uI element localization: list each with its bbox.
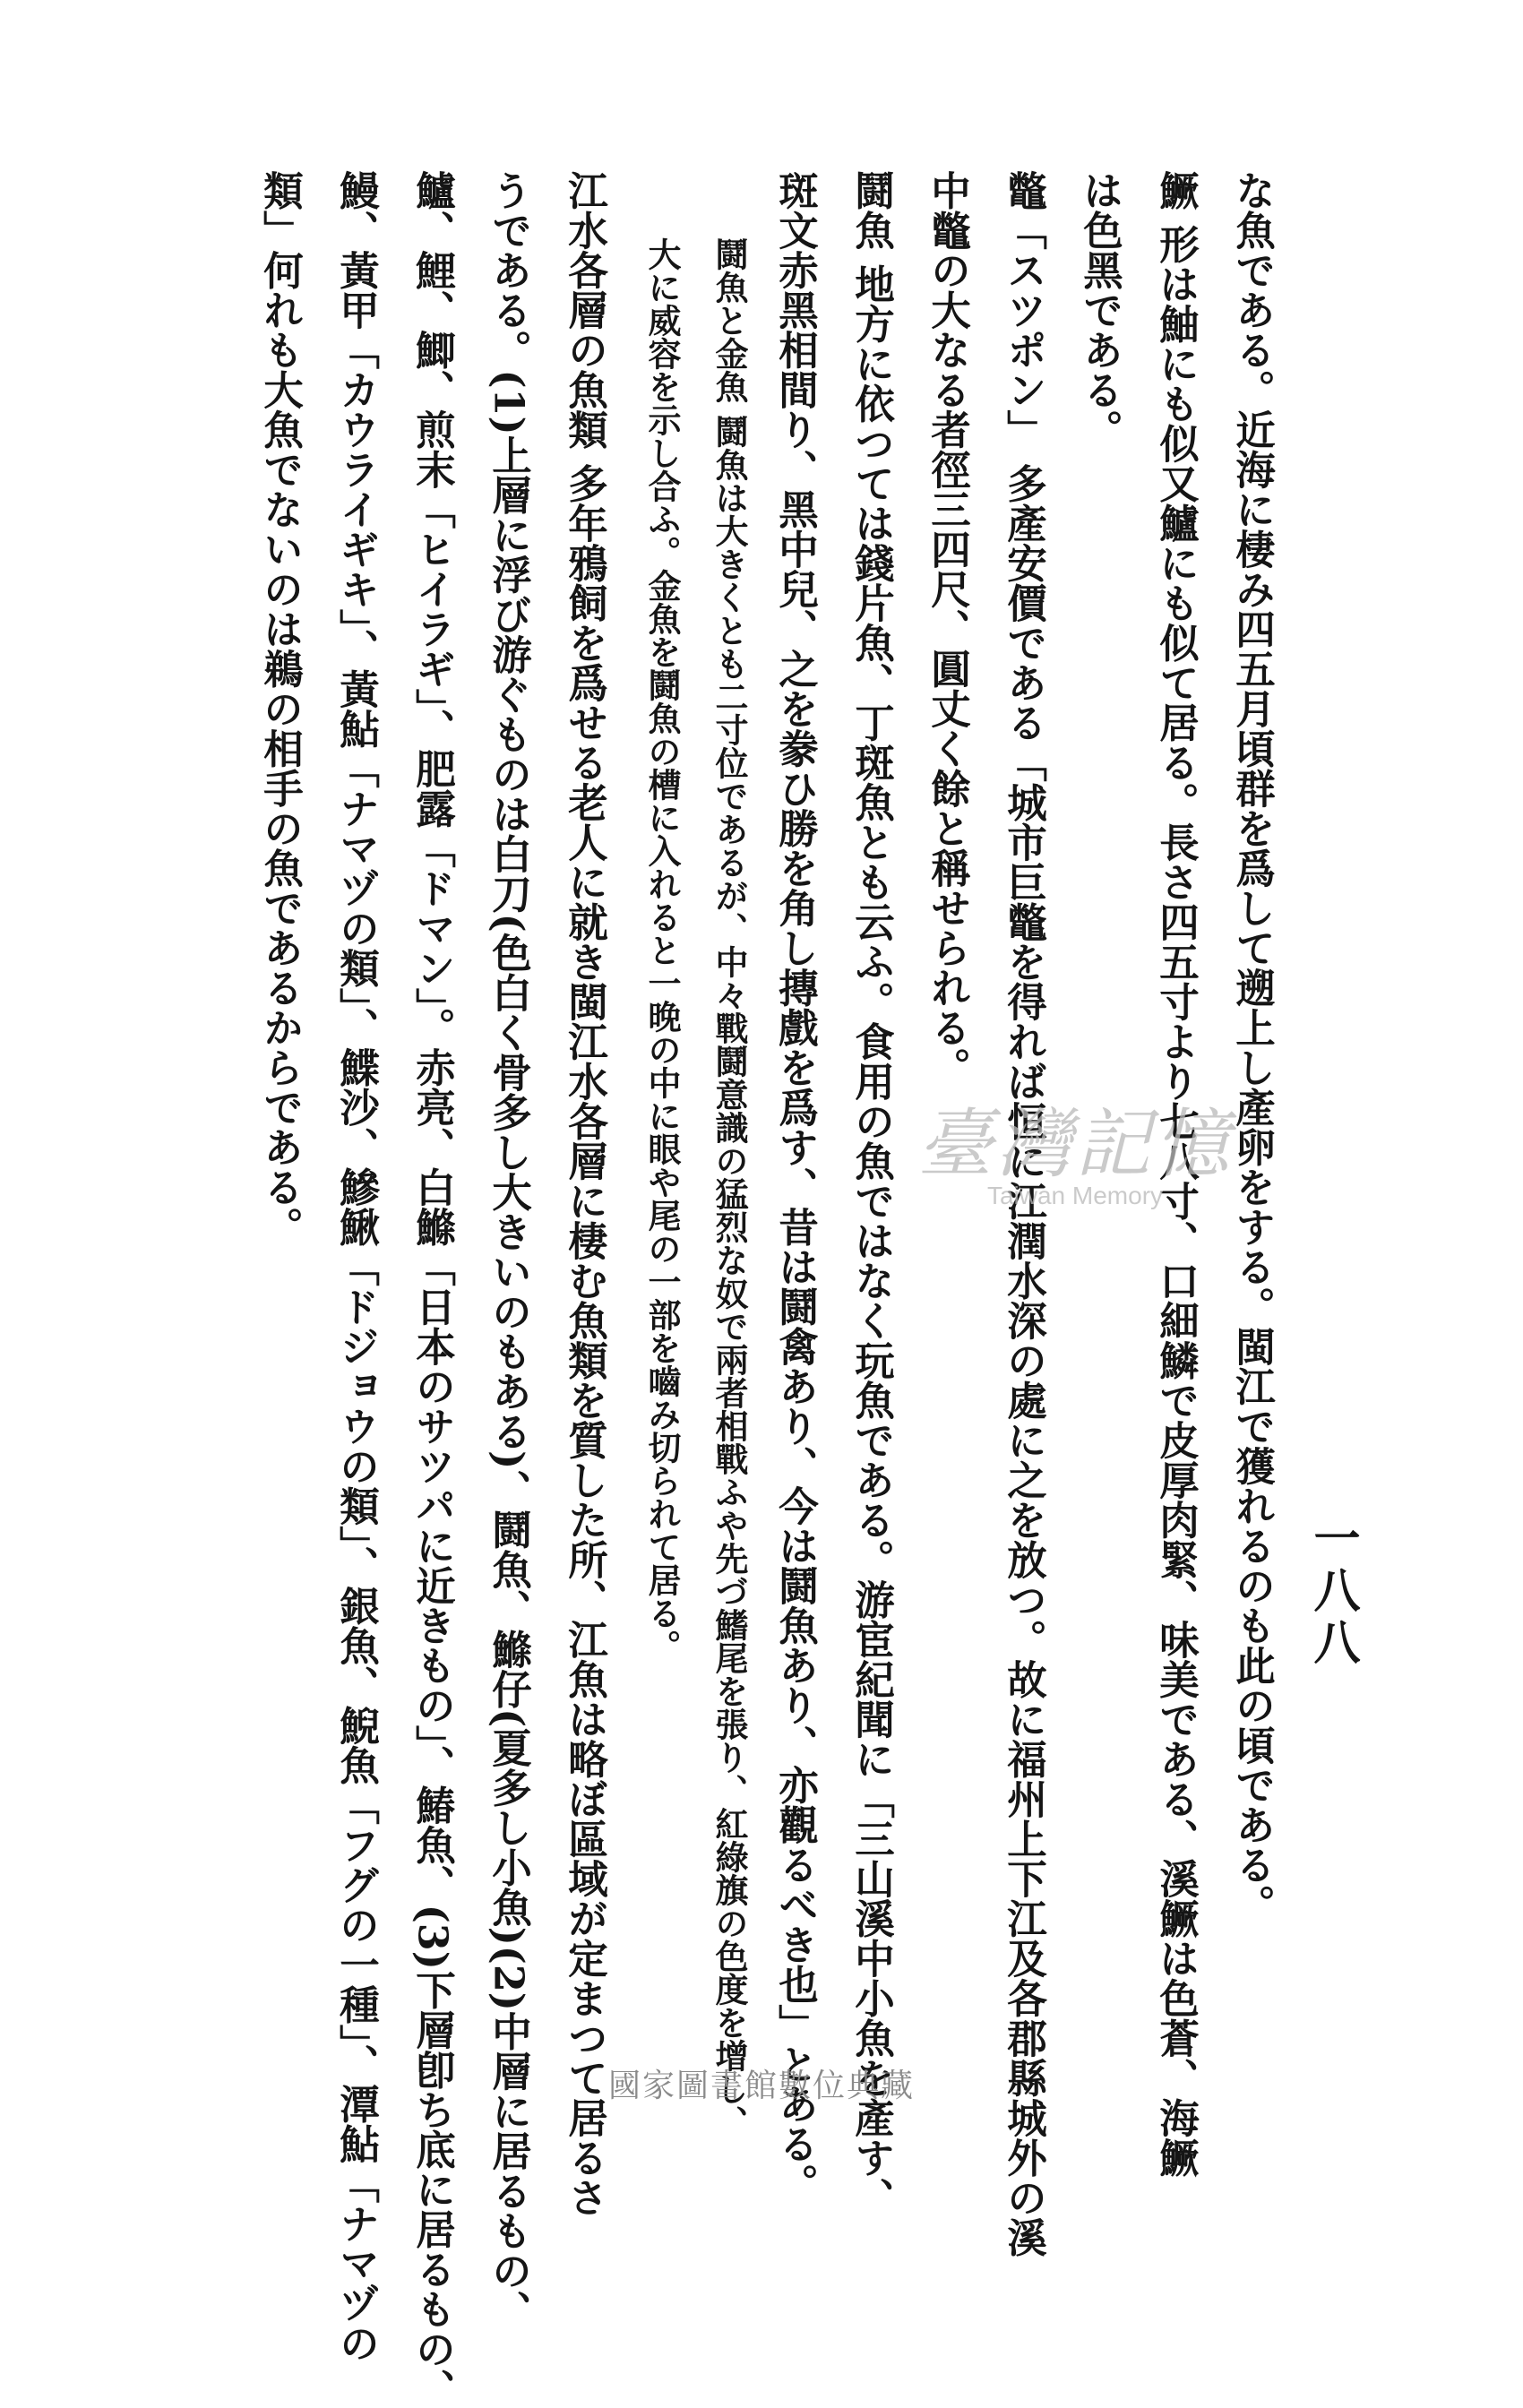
watermark: [905, 1084, 1245, 1210]
text-column-13: 鰻、黃甲「カウライギキ」、黃鮎「ナマヅの類」、鰈沙、鰺鰍「ドジョウの類」、銀魚、鯢魚「フグの一種」、潭鮎「ナマヅの: [332, 170, 380, 2363]
text-column-11: うである。(1)上層に浮び游ぐものは白刀(色白く骨多し大きいのもある)、鬪魚、鰷仔(夏多し小魚)(2)中層に居るもの、: [485, 170, 532, 2330]
watermark-english: Taiwan Memory: [986, 1182, 1164, 1209]
watermark-chinese: 臺灣記憶: [916, 1100, 1233, 1188]
text-column-3: は色黑である。: [1076, 170, 1123, 450]
text-column-9: 大に威容を示し合ふ。金魚を鬪魚の槽に入れると一晚の中に眼や尾の一部を嚙み切られて居る。: [642, 237, 682, 1663]
text-column-12: 鱸、鯉、鯽、煎末「ヒイラギ」、肥露「ドマン」。赤亮、白鰷「日本のサツパに近きもの」、鰆魚、(3)下層卽ち底に居るもの、: [409, 170, 456, 2408]
text-column-4: 鼈「スツポン」 多產安價である「城市巨鼈を得れば恒に江潤水深の處に之を放つ。故に福州上下江及各郡縣城外の溪: [1000, 170, 1047, 2258]
text-column-1: な魚である。近海に棲み四五月頃群を爲して遡上し產卵をする。閩江で獲れるのも此の頃である。: [1228, 170, 1276, 1924]
text-column-6: 鬪魚 地方に依つては錢片魚、丁斑魚とも云ふ。食用の魚ではなく玩魚である。游宦紀聞に「三山溪中小魚を產す、: [848, 170, 895, 2217]
text-column-10: 江水各層の魚類 多年鴉飼を爲せる老人に就き閩江水各層に棲む魚類を質した所、江魚は略ぼ區域が定まつて居るさ: [561, 170, 608, 2217]
text-column-2: 鱖 形は鮋にも似又鱸にも似て居る。長さ四五寸より七八寸、口細鱗で皮厚肉緊、味美である、溪鱖は色蒼、海鱖: [1152, 170, 1200, 2178]
text-column-8: 鬪魚と金魚 鬪魚は大きくとも二寸位であるが、中々戰鬪意識の猛烈な奴で兩者相戰ふや先づ鰭尾を張り、紅綠旗の色度を增し、: [710, 237, 749, 2138]
page-number: 一八八: [1305, 1514, 1360, 1670]
text-column-5: 中鼈の大なる者徑三四尺、圓丈く餘と稱せられる。: [924, 170, 971, 1088]
footer-caption: 國家圖書館數位典藏: [607, 2068, 915, 2104]
text-column-14: 類」何れも大魚でないのは鵜の相手の魚であるからである。: [256, 170, 304, 1247]
text-column-7: 斑文赤黑相間り、黑中兒、之を豢ひ勝を角し摶戲を爲す、昔は鬪禽あり、今は鬪魚あり、亦觀るべき也」とある。: [771, 170, 819, 2204]
